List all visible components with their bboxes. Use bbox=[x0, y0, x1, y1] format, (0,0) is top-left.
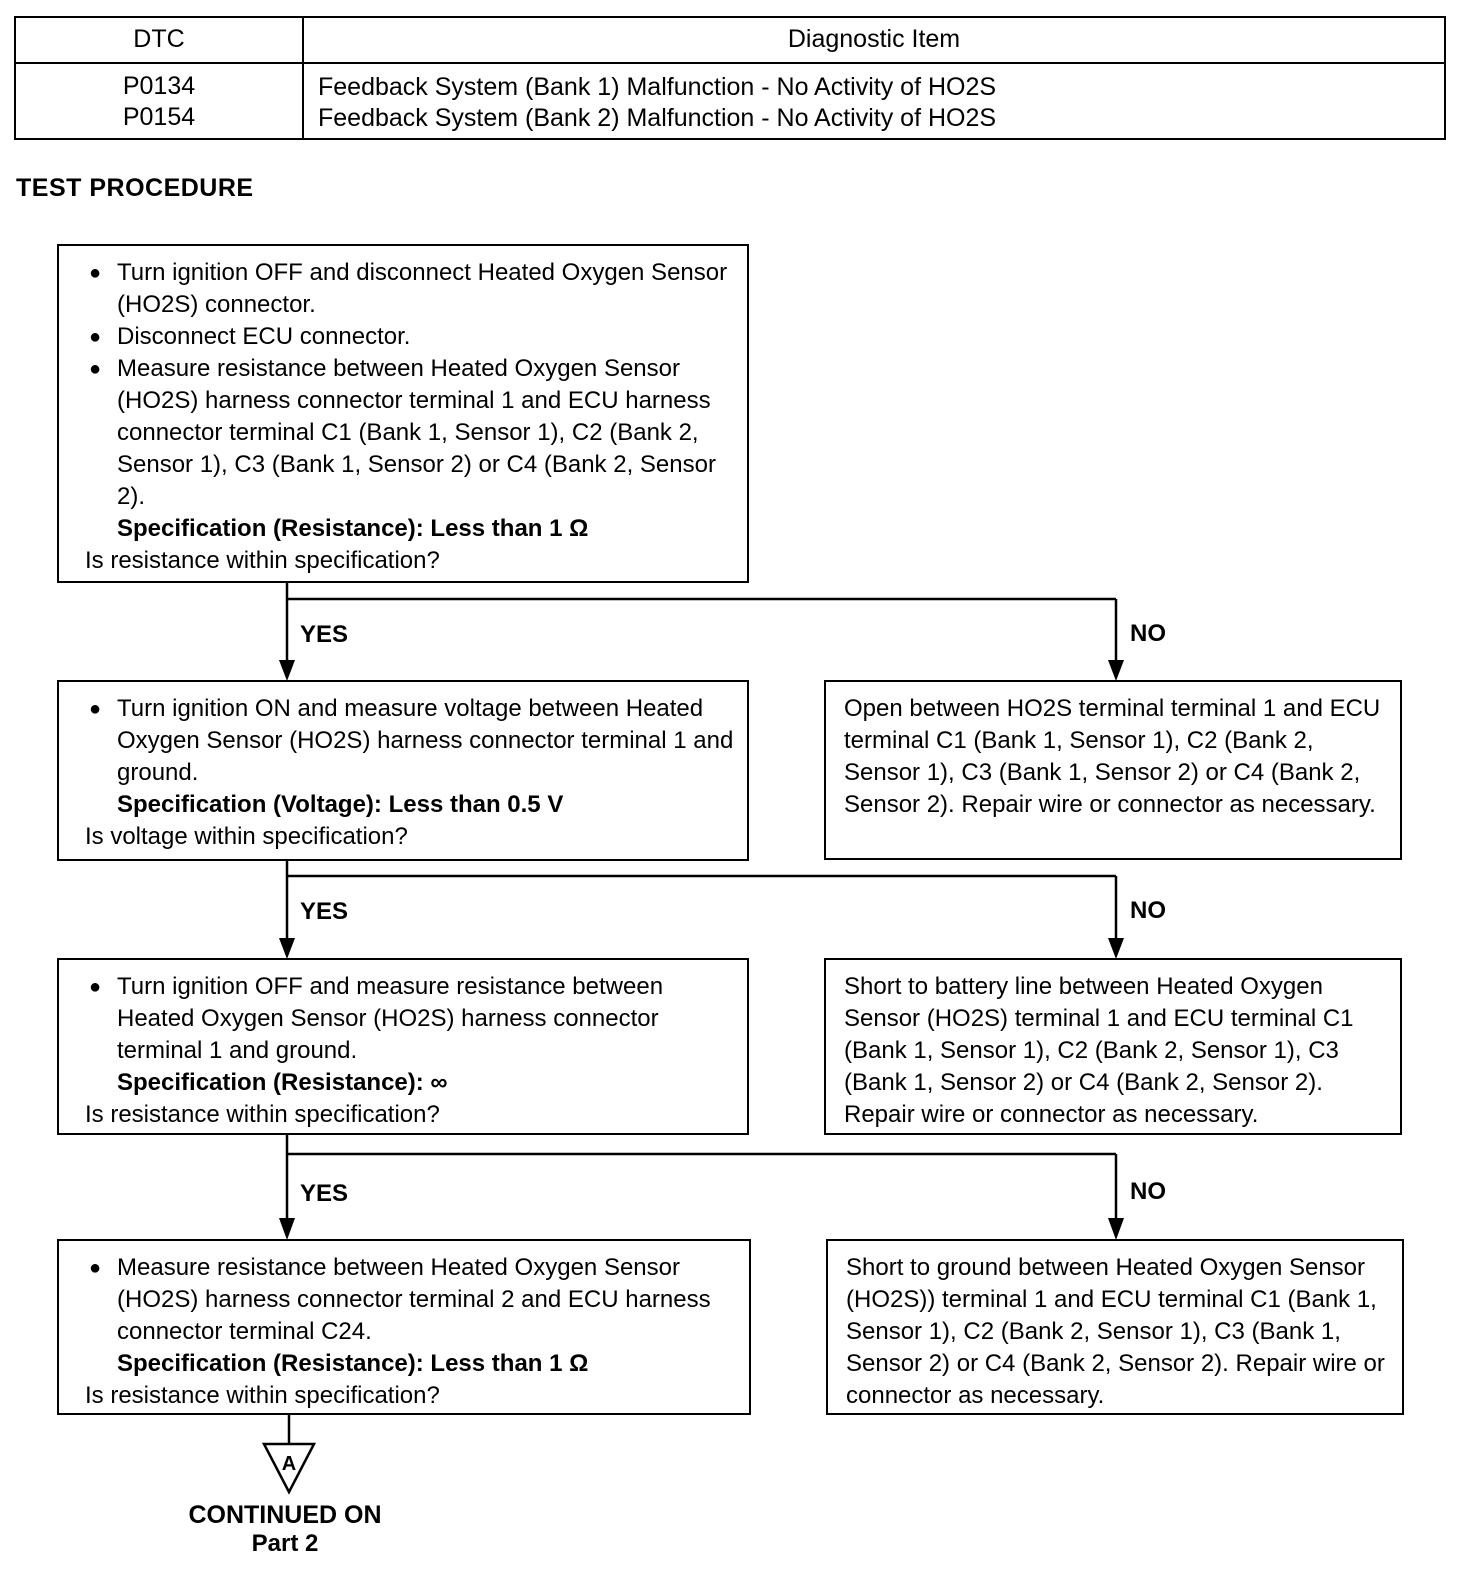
result-text: Short to ground between Heated Oxygen Sensor (HO2S)) terminal 1 and ECU terminal C1 (Bank 1, Sensor 1), C2 (Bank 2, Sensor 1), C3 (Bank 1, Sensor 2) or C4 (Bank 2, Sensor 2). Repair wire or connector as necessary. bbox=[846, 1254, 1385, 1409]
list-item bbox=[85, 1252, 745, 1348]
specification: Specification (Resistance): ∞ bbox=[117, 1069, 448, 1096]
bullet-icon: ● bbox=[89, 358, 102, 380]
specification: Specification (Voltage): Less than 0.5 V bbox=[117, 791, 564, 818]
step-box-1 bbox=[57, 244, 749, 583]
no-label: NO bbox=[1130, 897, 1166, 924]
dtc-code: P0154 bbox=[122, 103, 196, 131]
bullet-icon: ● bbox=[89, 326, 102, 348]
step-text: Turn ignition OFF and measure resistance between Heated Oxygen Sensor (HO2S) harness connector terminal 1 and ground. bbox=[117, 973, 664, 1064]
bullet-icon: ● bbox=[89, 262, 102, 284]
step-text: Measure resistance between Heated Oxygen Sensor (HO2S) harness connector terminal 1 and ECU harness connector terminal C1 (Bank 1, Sensor 1), C2 (Bank 2, Sensor 1), C3 (Bank 1, Sensor 2) or C4 (Bank 2, Sensor 2). bbox=[117, 355, 716, 510]
list-item bbox=[85, 693, 743, 789]
bullet-icon: ● bbox=[89, 1257, 102, 1279]
no-result-box-1 bbox=[824, 680, 1402, 860]
no-result-box-2 bbox=[824, 958, 1402, 1135]
result-text: Open between HO2S terminal terminal 1 and ECU terminal C1 (Bank 1, Sensor 1), C2 (Bank 2, Sensor 1), C3 (Bank 1, Sensor 2) or C4 (Bank 2, Sensor 2). Repair wire or connector as necessary. bbox=[844, 695, 1381, 818]
specification: Specification (Resistance): Less than 1 Ω bbox=[117, 1350, 589, 1377]
dtc-code: P0134 bbox=[122, 72, 196, 100]
specification: Specification (Resistance): Less than 1 Ω bbox=[117, 515, 589, 542]
section-title: TEST PROCEDURE bbox=[16, 174, 254, 202]
yes-label: YES bbox=[300, 621, 349, 648]
no-result-box-3 bbox=[826, 1239, 1404, 1415]
question: Is resistance within specification? bbox=[85, 547, 440, 574]
diagnostic-item-header: Diagnostic Item bbox=[787, 25, 961, 53]
result-text: Short to battery line between Heated Oxygen Sensor (HO2S) terminal 1 and ECU terminal C1 (Bank 1, Sensor 1), C2 (Bank 2, Sensor 1), C3 (Bank 1, Sensor 2) or C4 (Bank 2, Sensor 2). Repair wire or connector as necessary. bbox=[844, 973, 1354, 1128]
step-text: Turn ignition ON and measure voltage between Heated Oxygen Sensor (HO2S) harness connector terminal 1 and ground. bbox=[117, 695, 734, 786]
list-item bbox=[85, 971, 743, 1067]
list-item bbox=[85, 353, 743, 513]
step-text: Measure resistance between Heated Oxygen Sensor (HO2S) harness connector terminal 2 and ECU harness connector terminal C24. bbox=[117, 1254, 711, 1345]
bullet-icon: ● bbox=[89, 976, 102, 998]
no-label: NO bbox=[1130, 620, 1166, 647]
step-box-2 bbox=[57, 680, 749, 861]
list-item bbox=[85, 257, 743, 321]
step-box-4 bbox=[57, 1239, 751, 1415]
connector-letter: A bbox=[281, 1453, 297, 1475]
diagnostic-item: Feedback System (Bank 2) Malfunction - No Activity of HO2S bbox=[318, 104, 997, 132]
no-label: NO bbox=[1130, 1178, 1166, 1205]
continued-part-label: Part 2 bbox=[251, 1530, 319, 1557]
question: Is resistance within specification? bbox=[85, 1101, 440, 1128]
question: Is voltage within specification? bbox=[85, 823, 408, 850]
question: Is resistance within specification? bbox=[85, 1382, 440, 1409]
step-box-3 bbox=[57, 958, 749, 1135]
step-text: Turn ignition OFF and disconnect Heated Oxygen Sensor (HO2S) connector. bbox=[117, 259, 728, 318]
yes-label: YES bbox=[300, 898, 349, 925]
continued-label: CONTINUED ON bbox=[188, 1501, 382, 1529]
diagnostic-item: Feedback System (Bank 1) Malfunction - No Activity of HO2S bbox=[318, 73, 997, 101]
step-text: Disconnect ECU connector. bbox=[117, 323, 411, 350]
yes-label: YES bbox=[300, 1180, 349, 1207]
dtc-header: DTC bbox=[133, 25, 185, 53]
list-item bbox=[85, 321, 743, 353]
bullet-icon: ● bbox=[89, 698, 102, 720]
